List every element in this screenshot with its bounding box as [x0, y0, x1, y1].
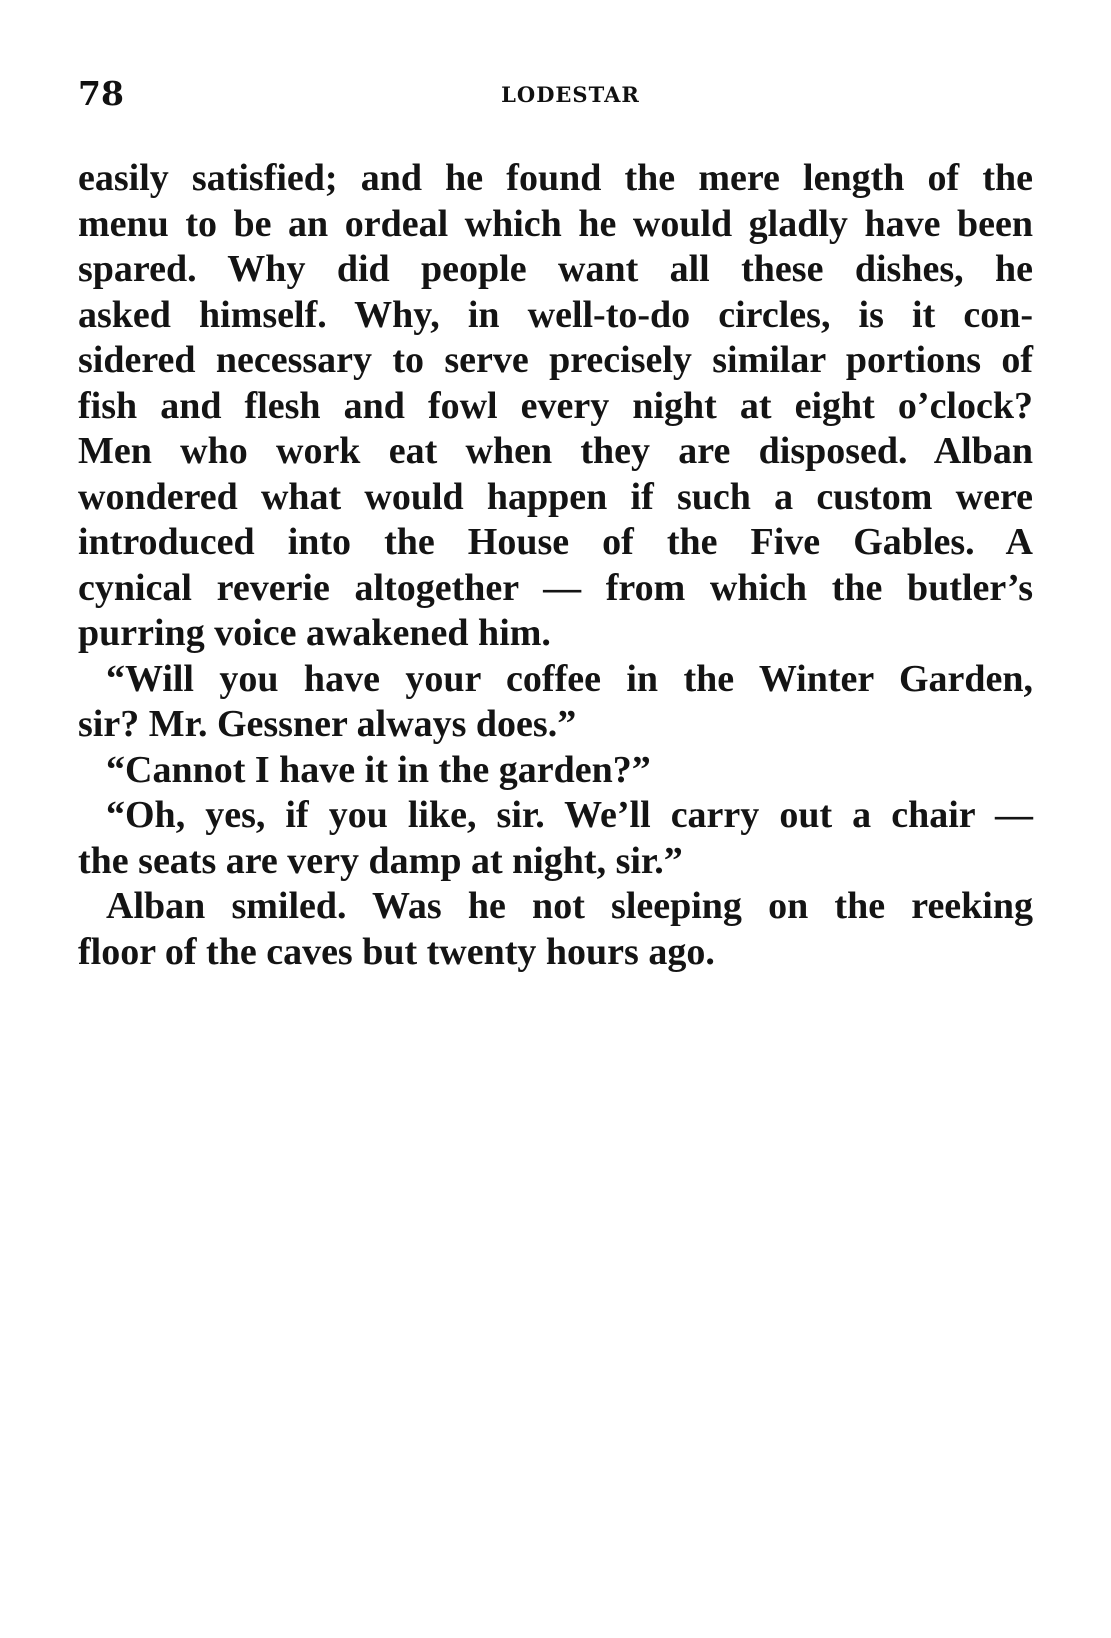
text-line: “Will you have your coffee in the Winter Garden, [106, 657, 1033, 700]
text-line: Men who work eat when they are disposed. Alban [78, 430, 1033, 472]
text-line: the seats are very damp at night, sir.” [78, 839, 683, 882]
running-title: LODESTAR [501, 82, 640, 107]
paragraph [78, 657, 1033, 748]
text-line: easily satisfied; and he found the mere length of the [78, 157, 1033, 199]
text-line: “Cannot I have it in the garden?” [106, 748, 651, 791]
running-head [78, 72, 1033, 116]
text-line: fish and flesh and fowl every night at eight o’clock? [78, 384, 1033, 427]
text-line: wondered what would happen if such a custom were [78, 475, 1033, 518]
text-line: Alban smiled. Was he not sleeping on the reeking [106, 885, 1033, 927]
text-line: spared. Why did people want all these dishes, he [78, 248, 1033, 290]
paragraph [78, 793, 1033, 884]
text-line: floor of the caves but twenty hours ago. [78, 930, 715, 973]
text-line: cynical reverie altogether — from which the butler’s [78, 566, 1033, 609]
body-text [78, 156, 1033, 975]
text-line: introduced into the House of the Five Gables. A [78, 521, 1033, 563]
paragraph [78, 156, 1033, 657]
text-line: sir? Mr. Gessner always does.” [78, 703, 577, 745]
text-line: sidered necessary to serve precisely similar portions of [78, 339, 1033, 381]
text-line: asked himself. Why, in well-to-do circles, is it con- [78, 293, 1033, 336]
paragraph [78, 884, 1033, 975]
text-line: “Oh, yes, if you like, sir. We’ll carry out a chair — [106, 794, 1033, 836]
page-number: 78 [78, 74, 124, 113]
paragraph [78, 748, 1033, 794]
text-line: menu to be an ordeal which he would gladly have been [78, 202, 1033, 245]
text-line: purring voice awakened him. [78, 612, 551, 654]
